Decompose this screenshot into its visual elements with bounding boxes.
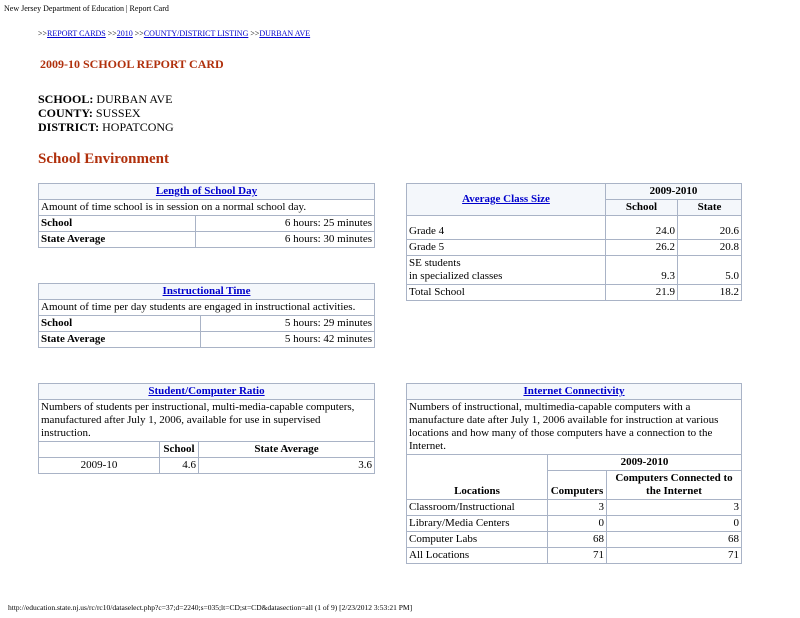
internet-year: 2009-2010 <box>548 455 742 471</box>
table-row: All Locations 71 71 <box>407 548 742 564</box>
student-computer-ratio-description: Numbers of students per instructional, multi-media-capable computers, manufactured after July 1, 2006, available for use in supervised instruction. <box>39 400 375 442</box>
class-size-link[interactable]: Average Class Size <box>462 193 550 205</box>
county-line: COUNTY: SUSSEX <box>38 106 141 120</box>
table-row: SE students in specialized classes 9.3 5.0 <box>407 256 742 285</box>
class-size-table: Average Class Size 2009-2010 School State Grade 4 24.0 20.6 Grade 5 26.2 20.8 SE students in specialized classes 9.3 5.0 Total School 21.9 18.2 <box>406 183 742 301</box>
breadcrumb: >>REPORT CARDS >>2010 >>COUNTY/DISTRICT LISTING >>DURBAN AVE <box>38 29 311 38</box>
length-of-day-table <box>38 183 375 248</box>
table-row: State Average 6 hours: 30 minutes <box>39 232 375 248</box>
page-footer: http://education.state.nj.us/rc/rc10/dataselect.php?c=37;d=2240;s=035;lt=CD;st=CD&datasection=all (1 of 9) [2/23/2012 3:53:21 PM] <box>8 603 413 612</box>
breadcrumb-report-cards[interactable]: REPORT CARDS <box>47 29 106 38</box>
report-title: 2009-10 SCHOOL REPORT CARD <box>40 57 224 71</box>
section-title: School Environment <box>38 151 169 167</box>
breadcrumb-durban-ave[interactable]: DURBAN AVE <box>259 29 311 38</box>
instructional-time-description: Amount of time per day students are engaged in instructional activities. <box>39 300 375 316</box>
school-line: SCHOOL: DURBAN AVE <box>38 92 173 106</box>
length-of-day-description: Amount of time school is in session on a normal school day. <box>39 200 375 216</box>
page-header: New Jersey Department of Education | Report Card <box>4 4 169 13</box>
instructional-time-link[interactable]: Instructional Time <box>162 285 251 297</box>
table-row: Library/Media Centers 0 0 <box>407 516 742 532</box>
length-of-day-link[interactable]: Length of School Day <box>155 185 258 197</box>
breadcrumb-2010[interactable]: 2010 <box>116 29 133 38</box>
student-computer-ratio-table: Student/Computer Ratio Numbers of students per instructional, multi-media-capable computers, manufactured after July 1, 2006, available for use in supervised instruction. School State Average 2009-10 4.6 3.6 <box>38 383 375 474</box>
school-info <box>38 92 174 134</box>
internet-connectivity-link[interactable]: Internet Connectivity <box>523 385 625 397</box>
class-size-year: 2009-2010 <box>606 184 742 200</box>
table-row: State Average 5 hours: 42 minutes <box>39 332 375 348</box>
table-row: Grade 4 24.0 20.6 <box>407 216 742 240</box>
district-line: DISTRICT: HOPATCONG <box>38 120 174 134</box>
student-computer-ratio-link[interactable]: Student/Computer Ratio <box>148 385 265 397</box>
table-row: School 6 hours: 25 minutes <box>39 216 375 232</box>
table-row: School 5 hours: 29 minutes <box>39 316 375 332</box>
table-row: Classroom/Instructional 3 3 <box>407 500 742 516</box>
table-row: Total School 21.9 18.2 <box>407 285 742 301</box>
instructional-time-table <box>38 283 375 348</box>
table-row: Computer Labs 68 68 <box>407 532 742 548</box>
internet-connectivity-description: Numbers of instructional, multimedia-capable computers with a manufacture date after July 1, 2006 available for instruction at various locations and how many of those computers have a connection to the Internet. <box>407 400 742 455</box>
internet-connectivity-table: Internet Connectivity Numbers of instructional, multimedia-capable computers with a manufacture date after July 1, 2006 available for instruction at various locations and how many of those computers have a connection to the Internet. Locations 2009-2010 Computers Computers Connected to the Internet Classroom/Instructional 3 3 Library/Media Centers 0 0 Computer Labs 68 68 All Locations 71 71 <box>406 383 742 564</box>
table-row: 2009-10 4.6 3.6 <box>39 458 375 474</box>
table-row: Grade 5 26.2 20.8 <box>407 240 742 256</box>
breadcrumb-county-district-listing[interactable]: COUNTY/DISTRICT LISTING <box>143 29 249 38</box>
